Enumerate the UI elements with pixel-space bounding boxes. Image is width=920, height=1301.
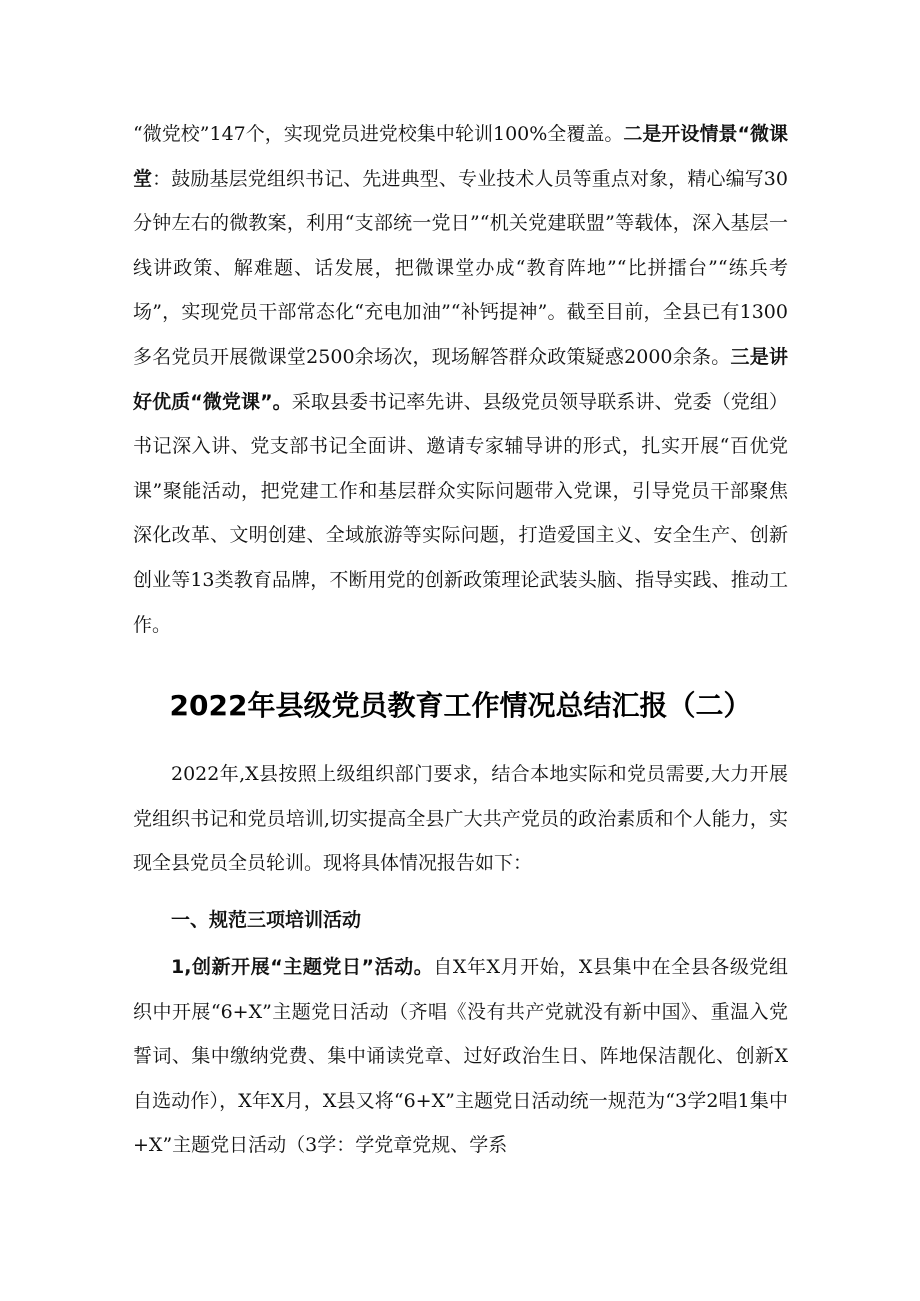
continuation-paragraph bbox=[133, 112, 788, 647]
document-title: 2022年县级党员教育工作情况总结汇报（二） bbox=[169, 689, 752, 722]
point-two-heading: 二是开设情景“微课堂 bbox=[133, 123, 788, 190]
section-heading: 一、规范三项培训活动 bbox=[171, 909, 362, 931]
continuation-text-2: ：鼓励基层党组织书记、先进典型、专业技术人员等重点对象，精心编写30分钟左右的微教案，利用“支部统一党日”“机关党建联盟”等载体，深入基层一线讲政策、解难题、话发展，把微课堂办成“教育阵地”“比拼擂台”“练兵考场”，实现党员干部常态化“充电加油”“补钙提神”。截至目前，全县已有1300多名党员开展微课堂2500余场次，现场解答群众政策疑惑2000余条。 bbox=[133, 167, 788, 368]
point-three-heading: 三是讲好优质“微党课”。 bbox=[133, 345, 788, 413]
intro-paragraph: 2022年,X县按照上级组织部门要求，结合本地实际和党员需要,大力开展党组织书记和党员培训,切实提高全县广大共产党员的政治素质和个人能力，实现全县党员全员轮训。现将具体情况报告如下： bbox=[133, 763, 788, 875]
item-1-paragraph bbox=[133, 945, 788, 1168]
continuation-text-3: 采取县委书记率先讲、县级党员领导联系讲、党委（党组）书记深入讲、党支部书记全面讲、邀请专家辅导讲的形式，扎实开展“百优党课”聚能活动，把党建工作和基层群众实际问题带入党课，引导党员干部聚焦深化改革、文明创建、全域旅游等实际问题，打造爱国主义、安全生产、创新创业等13类教育品牌，不断用党的创新政策理论武装头脑、指导实践、推动工作。 bbox=[133, 390, 788, 636]
item-1-body: 自X年X月开始，X县集中在全县各级党组织中开展“6+X”主题党日活动（齐唱《没有共产党就没有新中国》、重温入党誓词、集中缴纳党费、集中诵读党章、过好政治生日、阵地保洁靓化、创新X自选动作），X年X月，X县又将“6+X”主题党日活动统一规范为“3学2唱1集中+X”主题党日活动（3学：学党章党规、学系 bbox=[133, 956, 788, 1157]
continuation-text-1: “微党校”147个，实现党员进党校集中轮训100%全覆盖。 bbox=[133, 123, 624, 145]
item-1-lead: 1,创新开展“主题党日”活动。 bbox=[171, 956, 434, 978]
